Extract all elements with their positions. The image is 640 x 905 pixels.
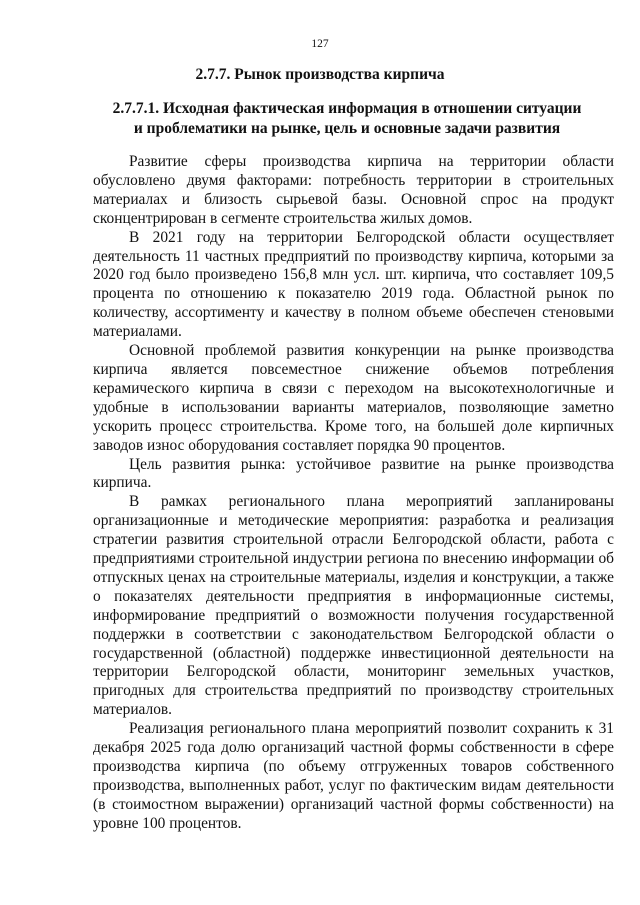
paragraph-market-factors: Развитие сферы производства кирпича на территории области обусловлено двумя факторами: потребность территории в строительных материалах и близость сырьевой базы. Основной спрос на продукт сконцентрирован в сегменте строительства жилых домов.: [93, 153, 614, 227]
paragraph-regional-plan: В рамках регионального плана мероприятий запланированы организационные и методические мероприятия: разработка и реализация стратегии развития строительной отрасли Белгородской области, работа с предприятиями строительной индустрии региона по внесению информации об отпускных ценах на строительные материалы, изделия и конструкции, а также о показателях деятельности предприятия в информационные системы, информирование предприятий о возможности получения государственной поддержки в соответствии с законодательством Белгородской области о государственной (областной) поддержке инвестиционной деятельности на территории Белгородской области, мониторинг земельных участков, пригодных для строительства предприятий по производству строительных материалов.: [93, 493, 614, 719]
subsection-title-line-1: 2.7.7.1. Исходная фактическая информация в отношении ситуации: [112, 100, 582, 117]
subsection-title-line-2: и проблематики на рынке, цель и основные задачи развития: [133, 120, 561, 137]
paragraph-enterprises-2021: В 2021 году на территории Белгородской области осуществляет деятельность 11 частных предприятий по производству кирпича, которыми за 2020 год было произведено 156,8 млн усл. шт. кирпича, что составляет 109,5 процента по отношению к показателю 2019 года. Областной рынок по количеству, ассортименту и качеству в полном объеме обеспечен стеновыми материалами.: [93, 228, 614, 341]
body-text: [93, 153, 614, 834]
subsection-title: [92, 99, 602, 139]
page-number: 127: [311, 38, 329, 50]
paragraph-market-goal: Цель развития рынка: устойчивое развитие на рынке производства кирпича.: [93, 455, 614, 492]
paragraph-plan-outcome: Реализация регионального плана мероприятий позволит сохранить к 31 декабря 2025 года долю организаций частной формы собственности в сфере производства кирпича (по объему отгруженных товаров собственного производства, выполненных работ, услуг по фактическим видам деятельности (в стоимостном выражении) организаций частной формы собственности) на уровне 100 процентов.: [93, 720, 614, 832]
paragraph-main-problem: Основной проблемой развития конкуренции на рынке производства кирпича является повсеместное снижение объемов потребления керамического кирпича в связи с переходом на высокотехнологичные и удобные в использовании варианты материалов, позволяющие заметно ускорить процесс строительства. Кроме того, на большей доле кирпичных заводов износ оборудования составляет порядка 90 процентов.: [93, 342, 614, 454]
section-title: 2.7.7. Рынок производства кирпича: [195, 66, 445, 83]
